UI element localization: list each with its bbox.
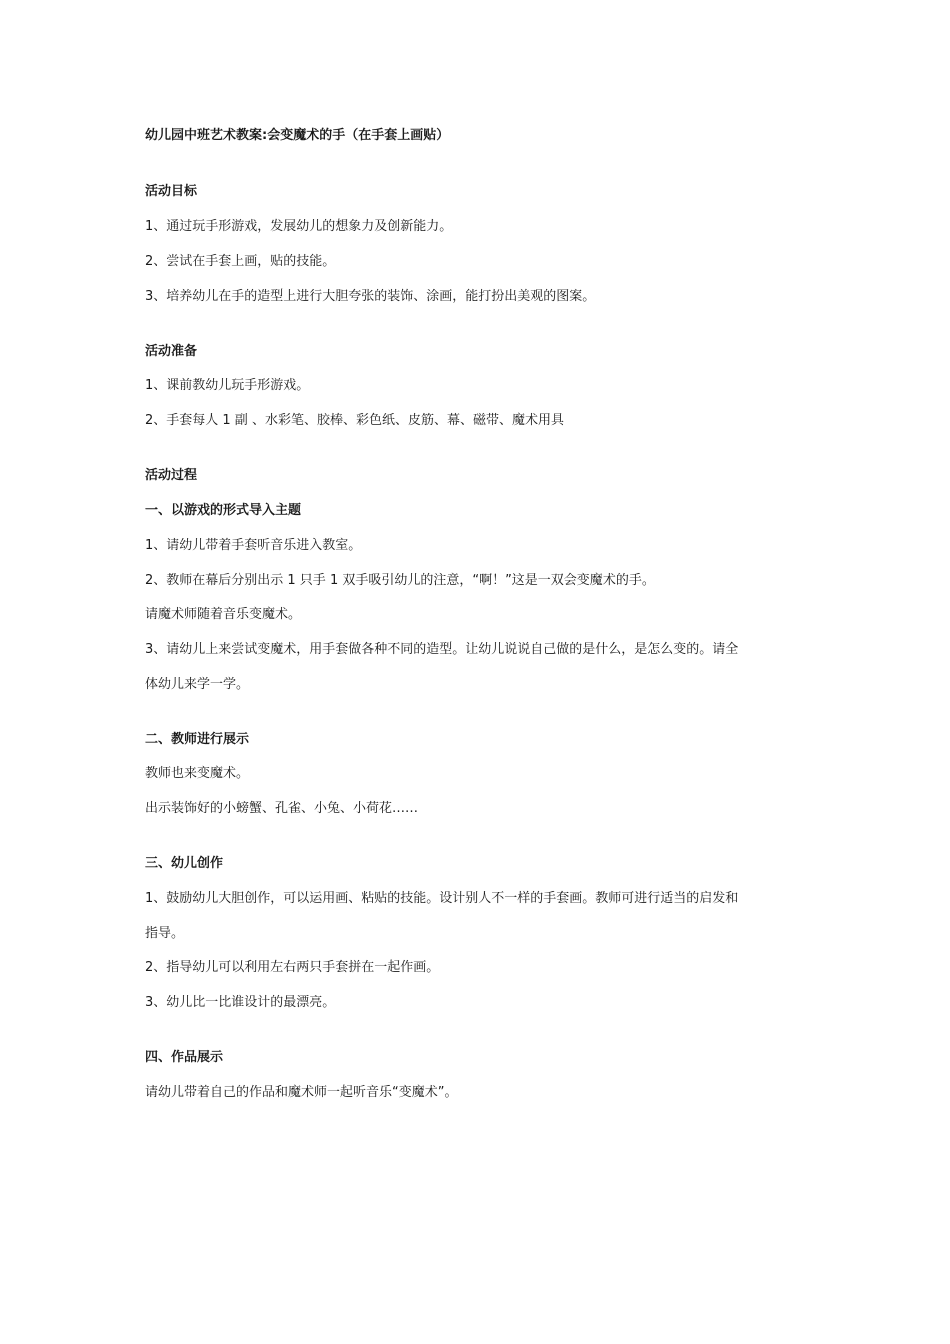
creation-item-1-cont: 指导。: [145, 926, 185, 941]
section-heading-process: 活动过程: [145, 468, 198, 483]
goal-item-1: 1、通过玩手形游戏，发展幼儿的想象力及创新能力。: [145, 219, 453, 234]
section-heading-preparation: 活动准备: [145, 344, 198, 359]
section-heading-goals: 活动目标: [145, 184, 198, 199]
teacher-demo-item-2: 出示装饰好的小螃蟹、孔雀、小兔、小荷花……: [145, 801, 419, 816]
process-item-2b: 请魔术师随着音乐变魔术。: [145, 607, 302, 622]
process-item-3-cont: 体幼儿来学一学。: [145, 677, 250, 692]
process-item-2: 2、教师在幕后分别出示 1 只手 1 双手吸引幼儿的注意，“啊！”这是一双会变魔术的手。: [145, 573, 655, 588]
goal-item-3: 3、培养幼儿在手的造型上进行大胆夸张的装饰、涂画，能打扮出美观的图案。: [145, 289, 596, 304]
process-subheading-1: 一、以游戏的形式导入主题: [145, 503, 302, 518]
teacher-demo-item-1: 教师也来变魔术。: [145, 766, 250, 781]
creation-item-1: 1、鼓励幼儿大胆创作，可以运用画、粘贴的技能。设计别人不一样的手套画。教师可进行适当的启发和: [145, 891, 739, 906]
creation-item-3: 3、幼儿比一比谁设计的最漂亮。: [145, 995, 336, 1010]
section-heading-showcase: 四、作品展示: [145, 1050, 224, 1065]
creation-item-2: 2、指导幼儿可以利用左右两只手套拼在一起作画。: [145, 960, 440, 975]
section-heading-teacher-demo: 二、教师进行展示: [145, 732, 250, 747]
showcase-item-1: 请幼儿带着自己的作品和魔术师一起听音乐“变魔术”。: [145, 1085, 458, 1100]
process-item-1: 1、请幼儿带着手套听音乐进入教室。: [145, 538, 362, 553]
preparation-item-1: 1、课前教幼儿玩手形游戏。: [145, 378, 310, 393]
section-heading-creation: 三、幼儿创作: [145, 856, 224, 871]
process-item-3: 3、请幼儿上来尝试变魔术，用手套做各种不同的造型。让幼儿说说自己做的是什么，是怎么变的。请全: [145, 642, 739, 657]
document-title: 幼儿园中班艺术教案:会变魔术的手（在手套上画贴）: [145, 128, 450, 143]
goal-item-2: 2、尝试在手套上画，贴的技能。: [145, 254, 336, 269]
preparation-item-2: 2、手套每人 1 副 、水彩笔、胶棒、彩色纸、皮筋、幕、磁带、魔术用具: [145, 413, 564, 428]
